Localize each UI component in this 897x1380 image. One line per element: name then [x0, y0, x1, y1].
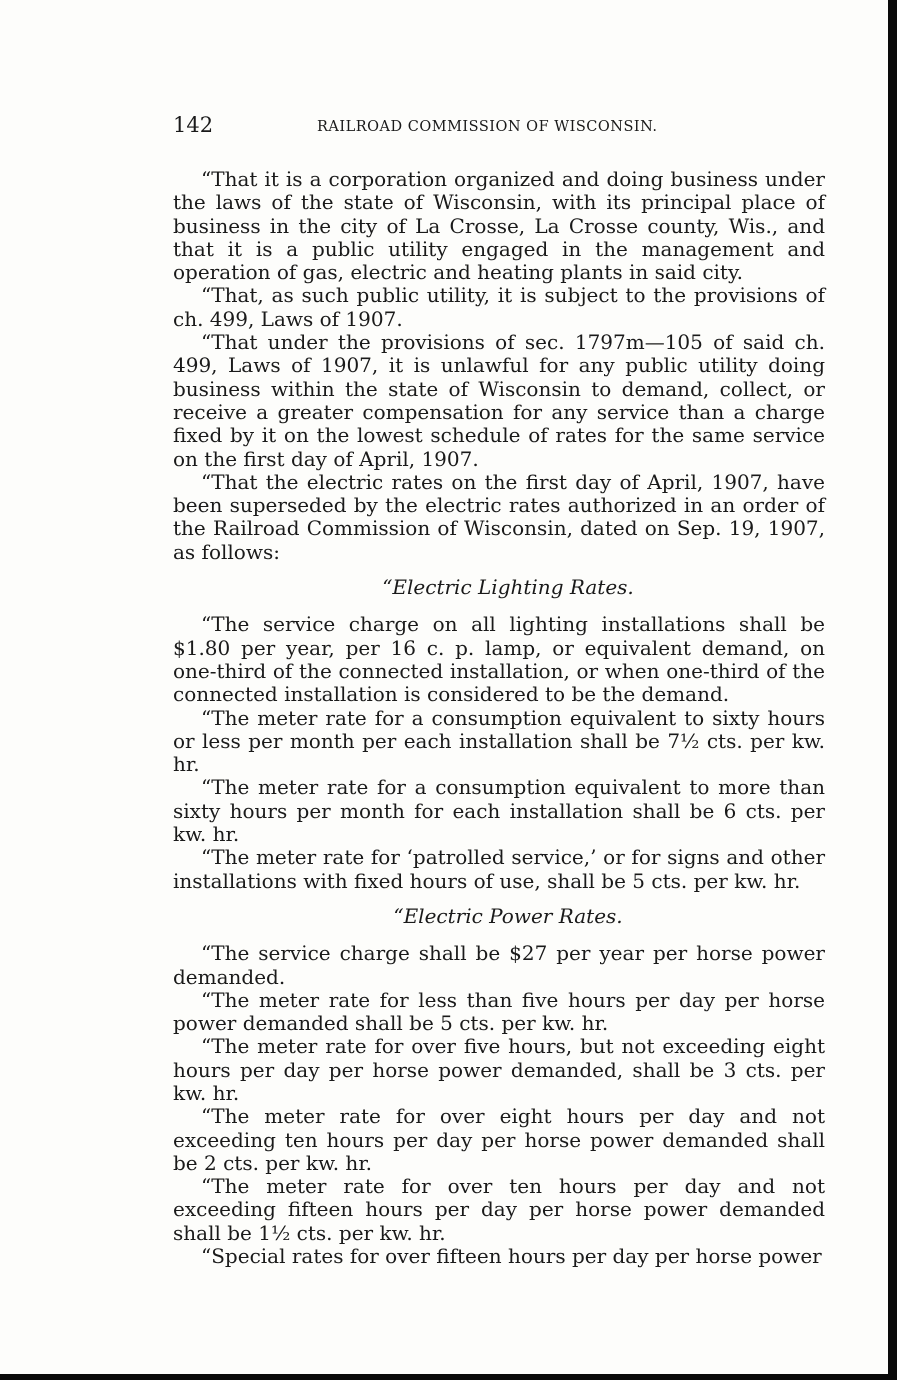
paragraph: “The meter rate for a consumption equivalent to sixty hours or less per month per each installation shall be 7½ cts. per kw. hr.: [173, 705, 825, 777]
page-header: [173, 113, 683, 143]
scan-border-right: [888, 0, 897, 1380]
running-head: RAILROAD COMMISSION OF WISCONSIN.: [317, 119, 658, 135]
section-heading-lighting: “Electric Lighting Rates.: [382, 575, 634, 600]
paragraph: “That it is a corporation organized and doing business under the laws of the state of Wisconsin, with its principal place of business in the city of La Crosse, La Crosse county, Wis., and that it is a public utility engaged in the management and operation of gas, electric and heating plants in said city.: [173, 167, 825, 285]
section-heading-power: “Electric Power Rates.: [393, 903, 623, 928]
scan-border-bottom: [0, 1374, 897, 1380]
paragraph: “The meter rate for over eight hours per day and not exceeding ten hours per day per horse power demanded shall be 2 cts. per kw. hr.: [173, 1104, 825, 1175]
paragraph: “The service charge shall be $27 per year per horse power demanded.: [173, 941, 825, 989]
paragraph: “Special rates for over fifteen hours per day per horse power: [201, 1244, 822, 1269]
paragraph: “The meter rate for ‘patrolled service,’ or for signs and other installations with fixed hours of use, shall be 5 cts. per kw. hr.: [173, 845, 825, 893]
paragraph: “The meter rate for a consumption equivalent to more than sixty hours per month for each installation shall be 6 cts. per kw. hr.: [173, 775, 825, 847]
body-text: [173, 168, 825, 1268]
paragraph: “That, as such public utility, it is subject to the provisions of ch. 499, Laws of 1907.: [173, 283, 825, 331]
paragraph: “The meter rate for less than five hours per day per horse power demanded shall be 5 cts. per kw. hr.: [173, 987, 825, 1036]
paragraph: “That under the provisions of sec. 1797m—105 of said ch. 499, Laws of 1907, it is unlawful for any public utility doing business within the state of Wisconsin to demand, collect, or receive a greater compensation for any service than a charge fixed by it on the lowest schedule of rates for the same service on the first day of April, 1907.: [173, 330, 825, 471]
paragraph: “The meter rate for over ten hours per day and not exceeding fifteen hours per day per horse power demanded shall be 1½ cts. per kw. hr.: [173, 1174, 825, 1245]
page-number: 142: [173, 113, 214, 137]
paragraph: “The meter rate for over five hours, but not exceeding eight hours per day per horse power demanded, shall be 3 cts. per kw. hr.: [173, 1034, 825, 1105]
paragraph: “That the electric rates on the first day of April, 1907, have been superseded by the electric rates authorized in an order of the Railroad Commission of Wisconsin, dated on Sep. 19, 1907, as follows:: [173, 469, 825, 564]
paragraph: “The service charge on all lighting installations shall be $1.80 per year, per 16 c. p. lamp, or equivalent demand, on one-third of the connected installation, or when one-third of the connected installation is considered to be the demand.: [173, 612, 825, 707]
